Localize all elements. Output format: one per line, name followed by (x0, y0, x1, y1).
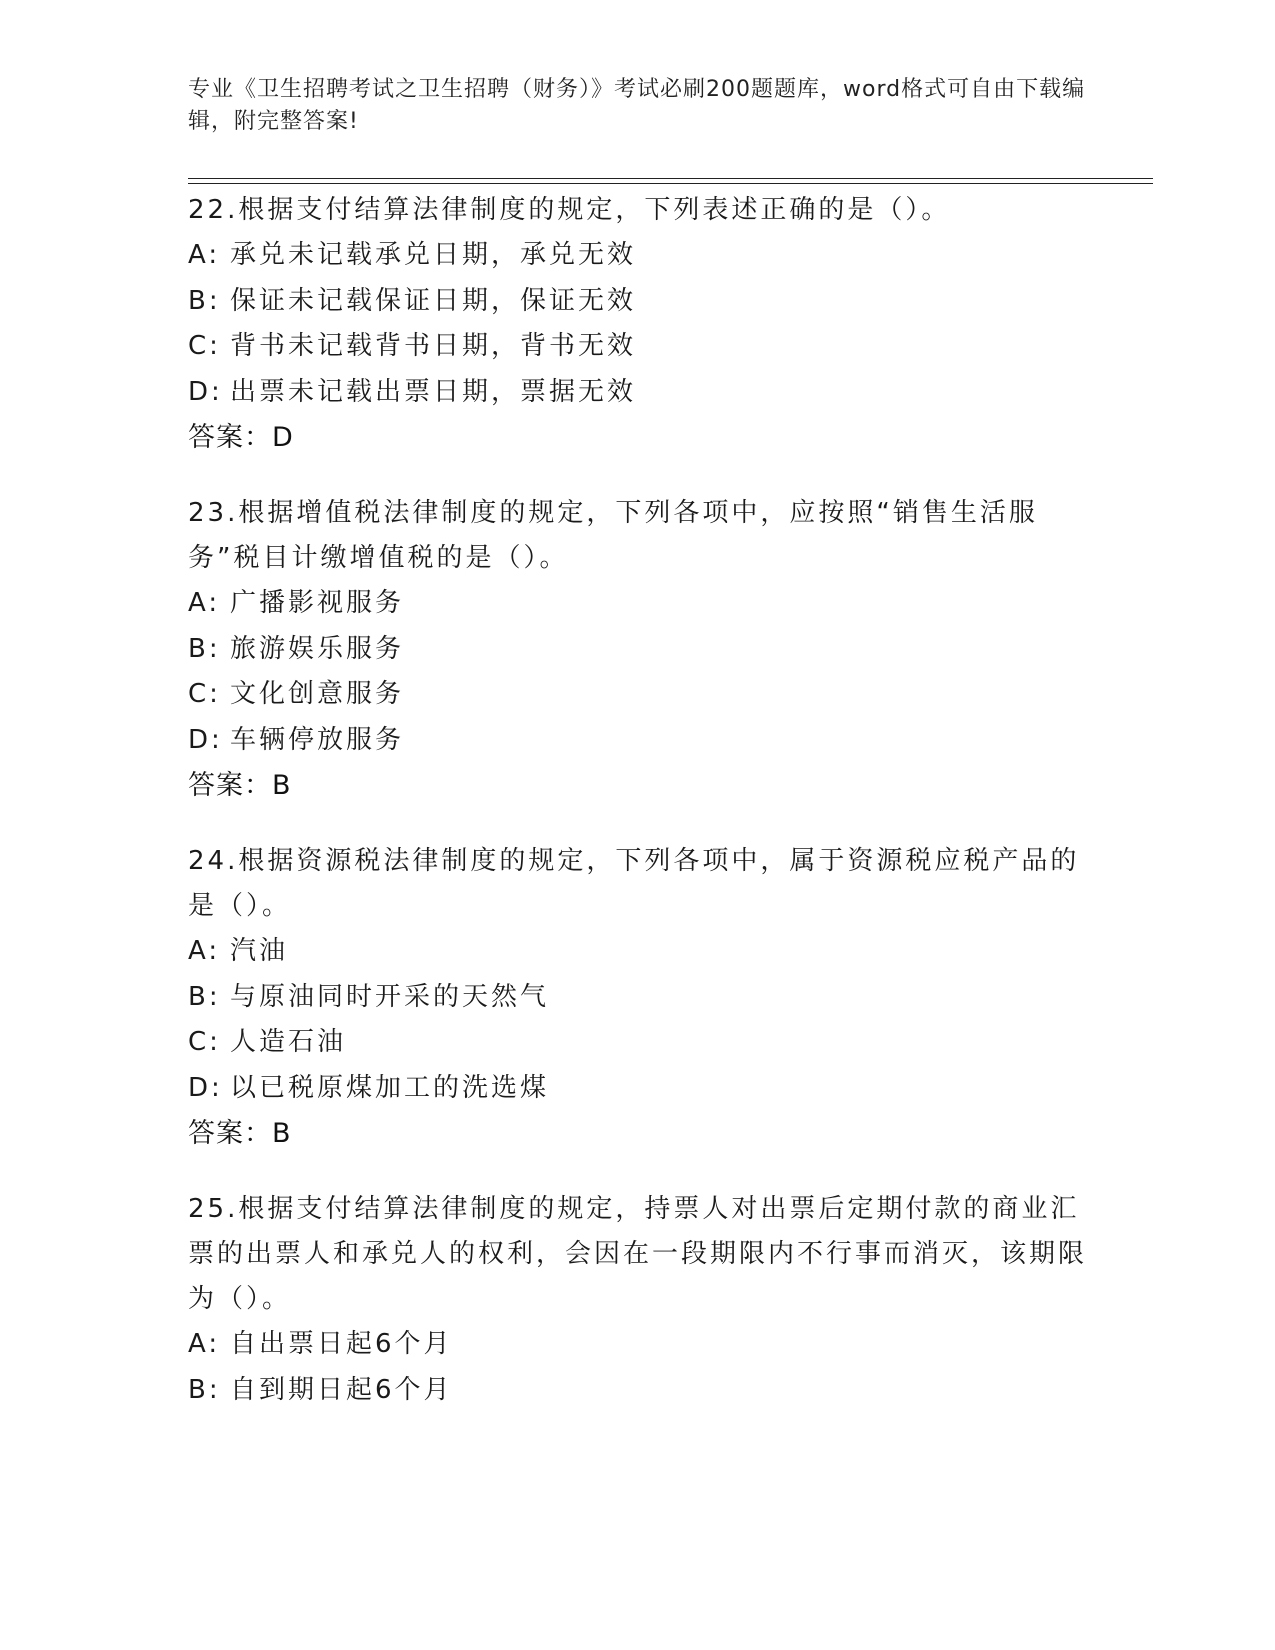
option-a (188, 1322, 1088, 1368)
option-text: 背书未记载背书日期，背书无效 (230, 331, 637, 361)
option-d (188, 370, 1088, 416)
option-b (188, 975, 1088, 1021)
option-key: B: (188, 1374, 221, 1405)
option-key: D: (188, 376, 223, 407)
option-key: B: (188, 285, 221, 316)
option-key: C: (188, 1027, 221, 1057)
option-text: 汽油 (230, 936, 289, 966)
question-25 (188, 1187, 1088, 1413)
option-text: 旅游娱乐服务 (230, 633, 405, 664)
option-key: C: (188, 331, 221, 361)
option-key: B: (188, 633, 221, 664)
option-c (188, 672, 1088, 718)
option-b (188, 1368, 1088, 1414)
option-text: 与原油同时开采的天然气 (230, 981, 550, 1012)
option-c (188, 1020, 1088, 1066)
option-d (188, 718, 1088, 764)
option-key: A: (188, 588, 221, 618)
question-stem: 24.根据资源税法律制度的规定，下列各项中，属于资源税应税产品的是（）。 (188, 846, 1080, 921)
option-a (188, 929, 1088, 975)
option-text: 文化创意服务 (230, 679, 405, 709)
option-text: 承兑未记载承兑日期，承兑无效 (230, 240, 637, 270)
header-divider-top (188, 178, 1153, 179)
option-key: B: (188, 981, 221, 1012)
question-22 (188, 188, 1088, 461)
question-24 (188, 839, 1088, 1157)
question-23 (188, 491, 1088, 809)
option-a (188, 233, 1088, 279)
question-stem: 25.根据支付结算法律制度的规定，持票人对出票后定期付款的商业汇票的出票人和承兑人的权利，会因在一段期限内不行事而消灭，该期限为（）。 (188, 1194, 1088, 1314)
option-key: A: (188, 240, 221, 270)
option-key: D: (188, 1072, 223, 1103)
question-list (188, 188, 1088, 1443)
answer-line: 答案：D (188, 422, 294, 453)
header-divider-bottom (188, 183, 1153, 184)
option-key: D: (188, 724, 223, 755)
option-text: 自出票日起6个月 (230, 1329, 453, 1359)
document-header: 专业《卫生招聘考试之卫生招聘（财务）》考试必刷200题题库，word格式可自由下载编辑，附完整答案! (188, 77, 1086, 134)
question-stem: 22.根据支付结算法律制度的规定，下列表述正确的是（）。 (188, 195, 951, 225)
option-text: 自到期日起6个月 (230, 1374, 453, 1405)
option-text: 人造石油 (230, 1027, 347, 1057)
option-b (188, 627, 1088, 673)
option-d (188, 1066, 1088, 1112)
option-text: 保证未记载保证日期，保证无效 (230, 285, 637, 316)
option-text: 出票未记载出票日期，票据无效 (230, 376, 637, 407)
option-text: 车辆停放服务 (230, 724, 405, 755)
question-stem: 23.根据增值税法律制度的规定，下列各项中，应按照“销售生活服务”税目计缴增值税的是（）。 (188, 498, 1038, 573)
option-text: 广播影视服务 (230, 588, 405, 618)
option-b (188, 279, 1088, 325)
option-key: A: (188, 936, 221, 966)
option-c (188, 324, 1088, 370)
option-a (188, 581, 1088, 627)
answer-line: 答案：B (188, 770, 292, 801)
option-key: A: (188, 1329, 221, 1359)
option-text: 以已税原煤加工的洗选煤 (230, 1072, 550, 1103)
answer-line: 答案：B (188, 1118, 292, 1149)
option-key: C: (188, 679, 221, 709)
